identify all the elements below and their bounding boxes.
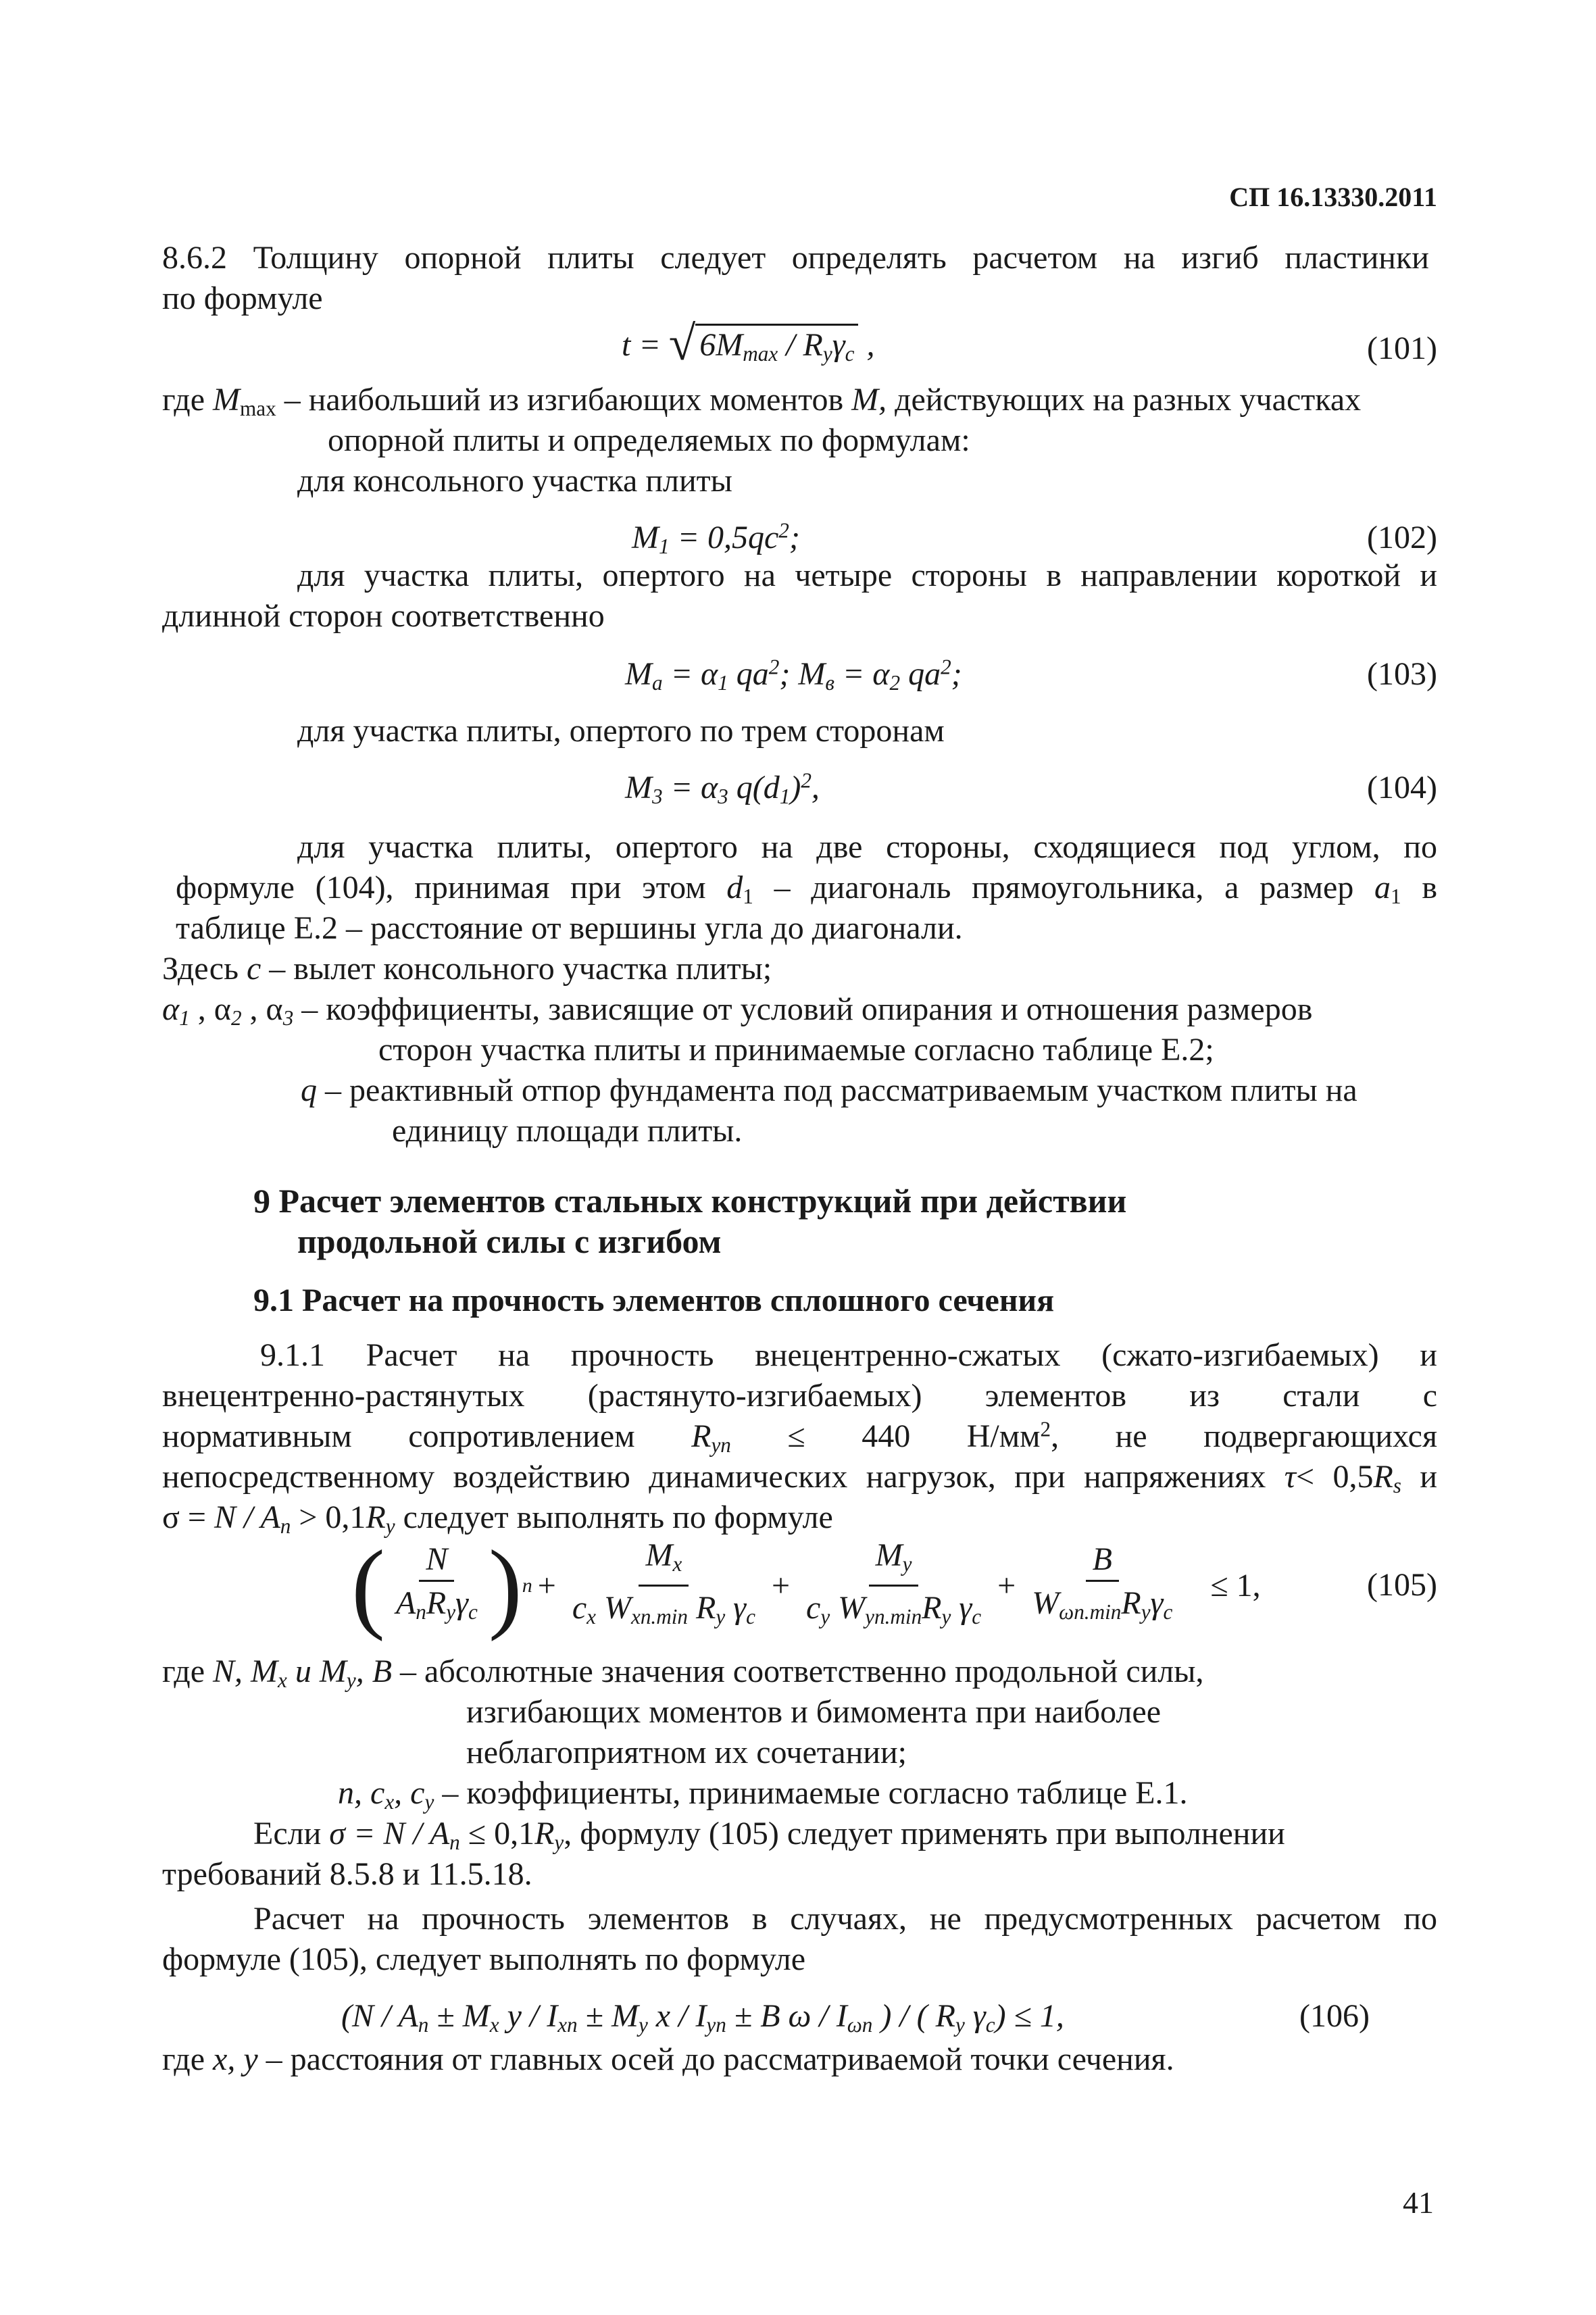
plus-sign: +: [537, 1568, 556, 1603]
formula-term: qa: [900, 656, 941, 692]
equation-number-105: (105): [1367, 1567, 1437, 1603]
formula-term: γ: [725, 1589, 747, 1626]
formula-term: ,: [811, 770, 820, 805]
formula-101-term: / R: [778, 327, 823, 363]
fraction-numerator: B: [1086, 1541, 1119, 1582]
equation-number-104: (104): [1367, 770, 1437, 805]
text-run: в: [1401, 870, 1437, 905]
symbol-b: , B: [355, 1653, 393, 1689]
q-line1: [301, 1070, 1357, 1111]
symbol-xy: x, y: [213, 2041, 258, 2077]
symbol-m: M: [213, 382, 241, 418]
text-run: , не подвергающихся: [1051, 1418, 1438, 1454]
symbol-n: N / A: [214, 1499, 280, 1535]
formula-term: ;: [951, 656, 962, 692]
symbol-sub: y: [554, 1830, 564, 1854]
formula-sub: 3: [718, 784, 728, 808]
symbol-d: d: [726, 870, 743, 905]
formula-sub: ωn: [847, 2012, 873, 2037]
fraction-denominator: [1025, 1582, 1179, 1631]
symbol-n-mx: N, M: [213, 1653, 278, 1689]
symbol-r: R: [1373, 1459, 1393, 1495]
fraction-numerator: N: [419, 1541, 454, 1582]
symbol-sub: 1: [1391, 884, 1401, 908]
formula-term: = 0,5qc: [669, 520, 779, 555]
formula-101-lhs: t =: [622, 327, 669, 363]
symbol-sup: 2: [1040, 1417, 1051, 1441]
paragraph-four-sides-line1: для участка плиты, опертого на четыре стороны в направлении короткой и: [297, 557, 1437, 593]
formula-sub: 1: [779, 784, 791, 808]
symbol-sub: 1: [179, 1005, 190, 1030]
formula-term: γ: [951, 1589, 972, 1626]
formula-term: c: [806, 1589, 821, 1626]
symbol-a: a: [1374, 870, 1391, 905]
formula-term: ): [790, 770, 801, 805]
formula-sub: 2: [889, 670, 901, 695]
paragraph-calc-line2: формуле (105), следует выполнять по формуле: [162, 1941, 806, 1977]
formula-sup: 2: [801, 768, 812, 793]
formula-101-sub: y: [822, 341, 832, 366]
section-9-1-heading: 9.1 Расчет на прочность элементов сплошного сечения: [253, 1283, 1055, 1318]
alpha-line2: сторон участка плиты и принимаемые согласно таблице Е.2;: [378, 1032, 1214, 1068]
text-run: – коэффициенты, принимаемые согласно таблице Е.1.: [434, 1775, 1188, 1811]
fraction-numerator: [869, 1537, 919, 1587]
symbol-r: R: [534, 1816, 555, 1851]
formula-term: R: [426, 1585, 447, 1622]
formula-term: M: [632, 520, 659, 555]
symbol-sub: n: [280, 1514, 291, 1538]
formula-term: M: [625, 656, 652, 692]
left-paren-icon: (: [351, 1530, 385, 1642]
symbol-tau: τ: [1284, 1459, 1296, 1495]
formula-term: M: [645, 1537, 673, 1573]
symbol-c: c: [246, 951, 261, 987]
formula-sub: y: [716, 1604, 726, 1628]
formula-sup: 2: [778, 518, 789, 543]
formula-sub: c: [1163, 1599, 1173, 1624]
symbol-sigma: σ = N / A: [329, 1816, 450, 1851]
text-run: > 0,1: [291, 1499, 366, 1535]
symbol-my: и M: [286, 1653, 347, 1689]
sqrt-icon: √: [668, 316, 696, 370]
formula-term: qa: [728, 656, 769, 692]
formula-101-tail: ,: [858, 327, 875, 363]
formula-sub: ωn.min: [1059, 1599, 1122, 1624]
equation-number-103: (103): [1367, 656, 1437, 692]
formula-sub: yn.min: [865, 1604, 922, 1628]
q-line2: единицу площади плиты.: [392, 1113, 743, 1149]
paragraph-9-1-1-line1: 9.1.1 Расчет на прочность внецентренно-сжатых (сжато-изгибаемых) и: [260, 1337, 1437, 1373]
formula-sub: 1: [718, 670, 728, 695]
formula-sub: y: [820, 1604, 830, 1628]
formula-101-sub: max: [743, 341, 778, 366]
formula-105-term3: [799, 1537, 988, 1636]
formula-101-sub: c: [845, 341, 855, 366]
formula-term: R: [922, 1589, 942, 1626]
formula-term: = α: [662, 770, 718, 805]
text-run: действующих на разных участках: [887, 382, 1362, 418]
text-run: – абсолютные значения соответственно продольной силы,: [392, 1653, 1204, 1689]
formula-sub: c: [972, 1604, 982, 1628]
formula-sub: y: [446, 1599, 456, 1624]
symbol-sub: n: [449, 1830, 460, 1854]
section-9-heading-line2: продольной силы с изгибом: [297, 1222, 722, 1260]
formula-term: q(d: [728, 770, 780, 805]
paragraph-two-sides-line3: таблице Е.2 – расстояние от вершины угла до диагонали.: [176, 910, 963, 946]
fraction-denominator: [389, 1582, 484, 1631]
formula-sub: a: [651, 670, 663, 695]
text-run: – реактивный отпор фундамента под рассматриваемым участком плиты на: [317, 1072, 1357, 1108]
formula-term: γ: [455, 1585, 468, 1622]
fraction-denominator: [566, 1587, 762, 1636]
text-run: непосредственному воздействию динамических нагрузок, при напряжениях: [162, 1459, 1285, 1495]
formula-sub: c: [468, 1599, 478, 1624]
formula-term: ; M: [779, 656, 826, 692]
paragraph-three-sides: для участка плиты, опертого по трем сторонам: [297, 713, 945, 749]
paragraph-9-1-1-line2: внецентренно-растянутых (растянуто-изгибаемых) элементов из стали с: [162, 1378, 1437, 1414]
text-run: где: [162, 382, 214, 418]
text-run: – вылет консольного участка плиты;: [261, 951, 772, 987]
formula-106: [341, 1996, 1064, 2045]
formula-term: M: [625, 770, 652, 805]
where-n-line2: изгибающих моментов и бимомента при наиболее: [466, 1694, 1161, 1730]
paragraph-calc-line1: Расчет на прочность элементов в случаях, не предусмотренных расчетом по: [253, 1901, 1437, 1937]
formula-term: y / I: [499, 1998, 558, 2034]
paragraph-8-6-2-line2: по формуле: [162, 280, 323, 316]
text-run: ≤ 440 Н/мм: [730, 1418, 1041, 1454]
here-line1: [162, 949, 772, 989]
formula-sub: в: [825, 670, 834, 695]
text-run: < 0,5: [1295, 1459, 1374, 1495]
right-paren-icon: ): [488, 1530, 522, 1642]
formula-101-term: 6M: [699, 327, 743, 363]
formula-105-term1: [389, 1541, 484, 1631]
symbol-sub: 3: [282, 1005, 294, 1030]
formula-103: [625, 654, 962, 703]
formula-101: [622, 316, 875, 374]
text-run: формуле (104), принимая при этом: [176, 870, 727, 905]
symbol-r: R: [366, 1499, 386, 1535]
formula-sub: y: [638, 2012, 648, 2037]
symbol-alpha: , α: [189, 991, 231, 1027]
paragraph-four-sides-line2: длинной сторон соответственно: [162, 598, 605, 634]
formula-term: W: [830, 1589, 866, 1626]
plus-sign: +: [997, 1568, 1016, 1603]
formula-sub: y: [1141, 1599, 1151, 1624]
where-mmax-line2: опорной плиты и определяемых по формулам:: [328, 422, 970, 458]
formula-101-term: γ: [832, 327, 845, 363]
formula-104: [625, 768, 820, 817]
formula-sup: 2: [941, 655, 951, 679]
symbol-alpha: , α: [241, 991, 283, 1027]
formula-105: ( $\frac{N}{A_nR_y\gamma_c}$ ) n + $\frac{M_x}{c_x W_{xn.min} R_y \gamma_c}$ + $\frac{M_y}{c_y W_{yn.min}R_y \gamma_c}$ + $\frac{B}{W_{\omega n.min}R_y\gamma_c}$ ≤ 1,: [351, 1530, 1261, 1642]
document-code-header: СП 16.13330.2011: [1229, 182, 1437, 212]
formula-term: ) / ( R: [872, 1998, 955, 2034]
text-run: – диагональ прямоугольника, а размер: [753, 870, 1375, 905]
formula-sub: y: [902, 1551, 912, 1576]
symbol-alpha: α: [162, 991, 180, 1027]
formula-term: = α: [662, 656, 718, 692]
formula-105-term2: [566, 1537, 762, 1636]
section-9-heading-line1: 9 Расчет элементов стальных конструкций при действии: [253, 1182, 1127, 1220]
formula-sub: 1: [658, 534, 670, 558]
formula-sub: c: [746, 1604, 755, 1628]
formula-105-term4: [1025, 1541, 1179, 1631]
page-number: 41: [1403, 2185, 1434, 2220]
formula-term: W: [1032, 1585, 1059, 1622]
formula-sub: x: [489, 2012, 499, 2037]
equation-number-102: (102): [1367, 520, 1437, 555]
symbol-q: q: [301, 1072, 317, 1108]
text-run: – коэффициенты, зависящие от условий опирания и отношения размеров: [293, 991, 1313, 1027]
formula-term: R: [688, 1589, 716, 1626]
formula-term: A: [395, 1585, 416, 1622]
symbol-n-cx: n, c: [338, 1775, 385, 1811]
where-n-line3: неблагоприятном их сочетании;: [466, 1735, 907, 1770]
symbol-sub: 1: [743, 884, 753, 908]
formula-term: R: [1121, 1585, 1141, 1622]
symbol-sub: x: [278, 1668, 287, 1692]
formula-term: M: [875, 1537, 903, 1573]
formula-term: (N / A: [341, 1998, 418, 2034]
symbol-sub: max: [240, 396, 276, 420]
text-run: Здесь: [162, 951, 247, 987]
formula-term: ) ≤ 1,: [995, 1998, 1064, 2034]
symbol-sub: yn: [711, 1433, 731, 1457]
plus-sign: +: [771, 1568, 791, 1603]
formula-term: = α: [834, 656, 890, 692]
equation-number-106: (106): [1299, 1998, 1370, 2034]
formula-term: ± M: [577, 1998, 639, 2034]
formula-term: ± M: [428, 1998, 490, 2034]
paragraph-if-line2: требований 8.5.8 и 11.5.18.: [162, 1856, 532, 1892]
formula-sub: xn: [557, 2012, 578, 2037]
formula-101-radicand: [695, 324, 858, 374]
formula-sub: x: [672, 1551, 682, 1576]
symbol-sub: 2: [230, 1005, 242, 1030]
text-run: , формулу (105) следует применять при выполнении: [564, 1816, 1285, 1851]
symbol-m: M,: [851, 382, 887, 418]
fraction-numerator: [639, 1537, 689, 1587]
less-equal-one: ≤ 1,: [1210, 1568, 1261, 1603]
formula-sub: xn.min: [630, 1604, 688, 1628]
formula-sub: n: [418, 2012, 429, 2037]
text-run: нормативным сопротивлением: [162, 1418, 692, 1454]
symbol-cy: , c: [394, 1775, 425, 1811]
formula-term: γ: [1150, 1585, 1164, 1622]
formula-sub: yn: [706, 2012, 726, 2037]
fraction-denominator: [799, 1587, 988, 1636]
formula-term: W: [596, 1589, 631, 1626]
formula-term: ± B ω / I: [726, 1998, 847, 2034]
text-run: – расстояния от главных осей до рассматриваемой точки сечения.: [257, 2041, 1174, 2077]
symbol-sub: y: [346, 1668, 356, 1692]
formula-term: γ: [964, 1998, 986, 2034]
formula-sub: c: [985, 2012, 995, 2037]
final-line: [162, 2039, 1174, 2080]
formula-sub: n: [416, 1599, 426, 1624]
symbol-sub: y: [385, 1514, 395, 1538]
symbol-r: R: [691, 1418, 712, 1454]
paragraph-8-6-2-line1: 8.6.2 Толщину опорной плиты следует определять расчетом на изгиб пластинки: [162, 240, 1429, 276]
formula-sub: 3: [651, 784, 663, 808]
formula-sup: 2: [768, 655, 780, 679]
formula-sub: x: [587, 1604, 596, 1628]
text-run: следует выполнять по формуле: [395, 1499, 833, 1535]
formula-sub: y: [941, 1604, 951, 1628]
symbol-sub: y: [424, 1789, 434, 1814]
formula-term: ;: [789, 520, 800, 555]
text-run: где: [162, 1653, 214, 1689]
paragraph-two-sides-line1: для участка плиты, опертого на две стороны, сходящиеся под углом, по: [297, 829, 1437, 865]
text-run: Если: [253, 1816, 330, 1851]
text-run: – наибольший из изгибающих моментов: [276, 382, 852, 418]
text-run: где: [162, 2041, 214, 2077]
formula-term: c: [572, 1589, 587, 1626]
formula-sub: y: [955, 2012, 965, 2037]
equation-number-101: (101): [1367, 330, 1437, 366]
symbol-sub: x: [384, 1789, 395, 1814]
symbol-sub: s: [1393, 1473, 1401, 1497]
formula-term: x / I: [647, 1998, 707, 2034]
where-mmax-line3: для консольного участка плиты: [297, 463, 732, 499]
text-run: и: [1401, 1459, 1438, 1495]
text-run: σ =: [162, 1499, 214, 1535]
text-run: ≤ 0,1: [459, 1816, 535, 1851]
